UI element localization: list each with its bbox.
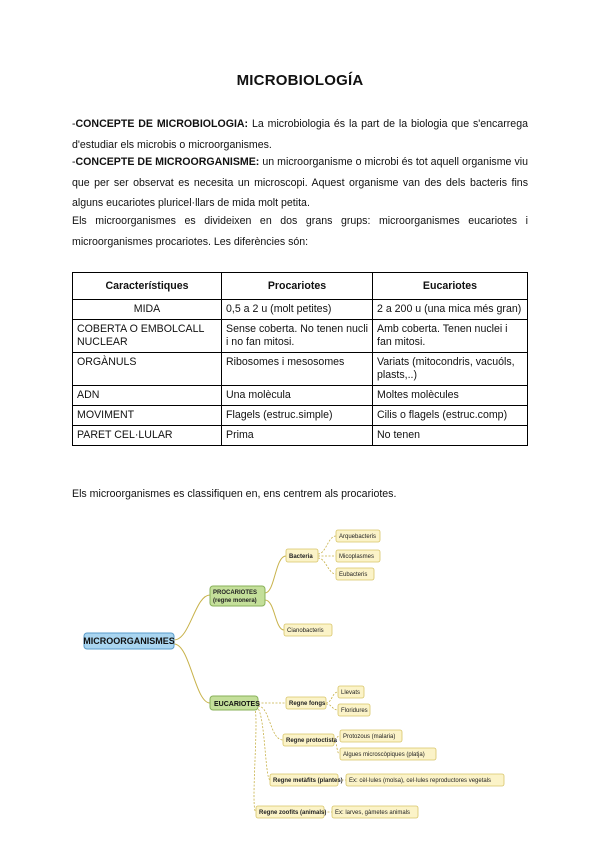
table-row (73, 386, 528, 406)
classification-mindmap (70, 520, 530, 830)
paragraph-microbiology-definition: -CONCEPTE DE MICROBIOLOGIA: La microbiologia és la part de la biologia que s'encarrega d'estudiar els microbis o microorganismes. (72, 118, 528, 151)
table-cell: 2 a 200 u (una mica més gran) (373, 300, 528, 320)
node-procariotes-label: PROCARIOTES (213, 590, 258, 596)
table-cell: Prima (222, 426, 373, 446)
edge-procariotes-cianobacteris (265, 600, 284, 630)
node-protoctista-label: Regne protoctista (286, 738, 338, 744)
edge-fongs-llevats (326, 692, 338, 703)
table-row (73, 300, 528, 320)
page-title: MICROBIOLOGÍA (236, 72, 364, 89)
table-cell: MOVIMENT (73, 406, 222, 426)
table-row (73, 406, 528, 426)
table-row (73, 353, 528, 386)
table-row (73, 426, 528, 446)
edge-procariotes-bacteria (265, 556, 286, 593)
table-cell: COBERTA O EMBOLCALL NUCLEAR (73, 320, 222, 353)
table-cell: Moltes molècules (373, 386, 528, 406)
node-cianobacteris-label: Cianobacteris (287, 628, 324, 634)
edge-eucariotes-metafits (256, 707, 270, 780)
edge-root-procariotes (174, 595, 210, 640)
table-row (73, 320, 528, 353)
node-metafits-label: Regne metàfits (plantes) (273, 778, 343, 784)
table-cell: Ribosomes i mesosomes (222, 353, 373, 386)
table-cell: MIDA (73, 300, 222, 320)
table-cell: Flagels (estruc.simple) (222, 406, 373, 426)
microbiology-concept-label: CONCEPTE DE MICROBIOLOGIA: (75, 118, 249, 130)
table-cell: Cilis o flagels (estruc.comp) (373, 406, 528, 426)
paragraph-groups: Els microorganismes es divideixen en dos grans grups: microorganismes eucariotes i microorganismes procariotes. Les diferències són: (72, 215, 528, 248)
edge-bacteria-eubacteris (318, 558, 336, 574)
table-cell: No tenen (373, 426, 528, 446)
table-cell: Sense coberta. No tenen nucli i no fan mitosi. (222, 320, 373, 353)
node-zoofits-child-label: Ex: larves, gàmetes animals (335, 810, 411, 816)
table-cell: ADN (73, 386, 222, 406)
node-fongs-label: Regne fongs (289, 701, 326, 707)
edge-fongs-floridures (326, 704, 338, 710)
node-microorganismes-label: MICROORGANISMES (83, 636, 175, 646)
node-algues-label: Algues microscòpiques (platja) (343, 752, 425, 758)
classification-intro: Els microorganismes es classifiquen en, ens centrem als procariotes. (72, 488, 397, 500)
table-cell: 0,5 a 2 u (molt petites) (222, 300, 373, 320)
table-cell: Variats (mitocondris, vacuóls, plasts,..) (373, 353, 528, 386)
table-header-row (73, 273, 528, 300)
node-llevats-label: Llevats (341, 690, 361, 696)
node-procariotes-sublabel: (regne monera) (213, 598, 257, 604)
microorganism-concept-label: CONCEPTE DE MICROORGANISME: (75, 156, 260, 168)
node-micoplasmes-label: Micoplasmes (339, 554, 375, 560)
node-eubacteris-label: Eubacteris (339, 572, 368, 578)
node-bacteria-label: Bacteria (289, 554, 313, 560)
microorganism-concept-text: un microorganisme o microbi és tot aquell organisme viu que per ser observat es necesita un microscopi. Aquest organisme van des dels bacteris fins alguns eucariotes pluricel·llars de mida molt petita. (72, 156, 529, 209)
header-eucariotes: Eucariotes (373, 273, 528, 300)
edge-eucariotes-zoofits (254, 708, 256, 812)
table-cell: Amb coberta. Tenen nuclei i fan mitosi. (373, 320, 528, 353)
node-zoofits-label: Regne zoofits (animals) (259, 810, 327, 816)
header-procariotes: Procariotes (222, 273, 373, 300)
table-cell: PARET CEL·LULAR (73, 426, 222, 446)
node-floridures-label: Floridures (341, 708, 368, 714)
edge-bacteria-arquebacteris (318, 536, 336, 554)
node-protozous-label: Protozous (malaria) (343, 734, 396, 740)
edge-root-eucariotes (174, 644, 210, 703)
node-metafits-child-label: Ex: cèl·lules (molsa), cel·lules reproductores vegetals (349, 778, 492, 784)
node-eucariotes-label: EUCARIOTES (214, 701, 260, 708)
comparison-table (72, 272, 528, 446)
table-cell: Una molècula (222, 386, 373, 406)
node-arquebacteris-label: Arquebacteris (339, 534, 377, 540)
table-cell: ORGÀNULS (73, 353, 222, 386)
header-characteristics: Característiques (73, 273, 222, 300)
paragraph-microorganism-definition: -CONCEPTE DE MICROORGANISME: un microorganisme o microbi és tot aquell organisme viu que per ser observat es necesita un microscopi. Aquest organisme van des dels bacteris fins alguns eucariotes pluricel·llars de mida molt petita. (72, 156, 529, 209)
microbiology-concept-text: La microbiologia és la part de la biologia que s'encarrega d'estudiar els microbis o microorganismes. (72, 118, 528, 151)
